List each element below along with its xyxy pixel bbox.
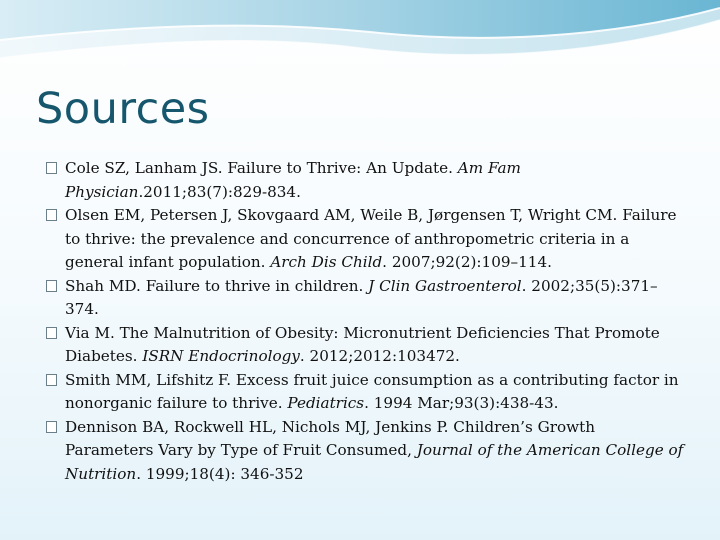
reference-citation: . 1999;18(4): 346-352: [136, 464, 304, 483]
reference-journal: Am Fam Physician: [65, 159, 521, 201]
reference-authors-title: Smith MM, Lifshitz F. Excess fruit juice consumption as a contributing factor in nonorganic failure to thrive.: [65, 370, 679, 412]
reference-citation: . 2012;2012:103472.: [299, 347, 460, 365]
square-bullet-icon: [46, 280, 57, 292]
square-bullet-icon: [46, 421, 57, 433]
reference-citation: .2011;83(7):829-834.: [138, 182, 301, 201]
reference-item: [46, 157, 686, 204]
square-bullet-icon: [46, 327, 57, 339]
references-list: [46, 157, 686, 486]
square-bullet-icon: [46, 209, 57, 221]
square-bullet-icon: [46, 374, 57, 386]
square-bullet-icon: [46, 162, 57, 174]
reference-authors-title: Dennison BA, Rockwell HL, Nichols MJ, Jenkins P. Children’s Growth Parameters Vary by Type of Fruit Consumed,: [65, 417, 596, 459]
slide-title: Sources: [36, 84, 210, 134]
reference-authors-title: Via M. The Malnutrition of Obesity: Micronutrient Deficiencies That Promote Diabetes.: [65, 323, 660, 365]
reference-citation: . 2007;92(2):109–114.: [382, 253, 552, 271]
reference-authors-title: Olsen EM, Petersen J, Skovgaard AM, Weile B, Jørgensen T, Wright CM. Failure to thrive: the prevalence and concurrence of anthropometric criteria in a general infant population.: [65, 206, 677, 271]
reference-item: [46, 275, 686, 322]
reference-citation: . 1994 Mar;93(3):438-43.: [364, 394, 559, 412]
reference-journal: Pediatrics: [287, 394, 365, 412]
reference-authors-title: Cole SZ, Lanham JS. Failure to Thrive: An Update.: [65, 159, 458, 177]
reference-item: [46, 369, 686, 416]
reference-journal: Arch Dis Child: [270, 253, 383, 271]
reference-item: [46, 322, 686, 369]
reference-authors-title: Shah MD. Failure to thrive in children.: [65, 276, 369, 295]
reference-item: [46, 204, 686, 275]
reference-citation: . 2002;35(5):371–374.: [65, 276, 658, 318]
reference-journal: Journal of the American College of Nutrition: [65, 441, 684, 483]
reference-journal: ISRN Endocrinology: [142, 347, 300, 365]
reference-journal: J Clin Gastroenterol: [368, 276, 522, 295]
header-wave-decoration: [0, 0, 720, 75]
reference-item: [46, 416, 686, 487]
